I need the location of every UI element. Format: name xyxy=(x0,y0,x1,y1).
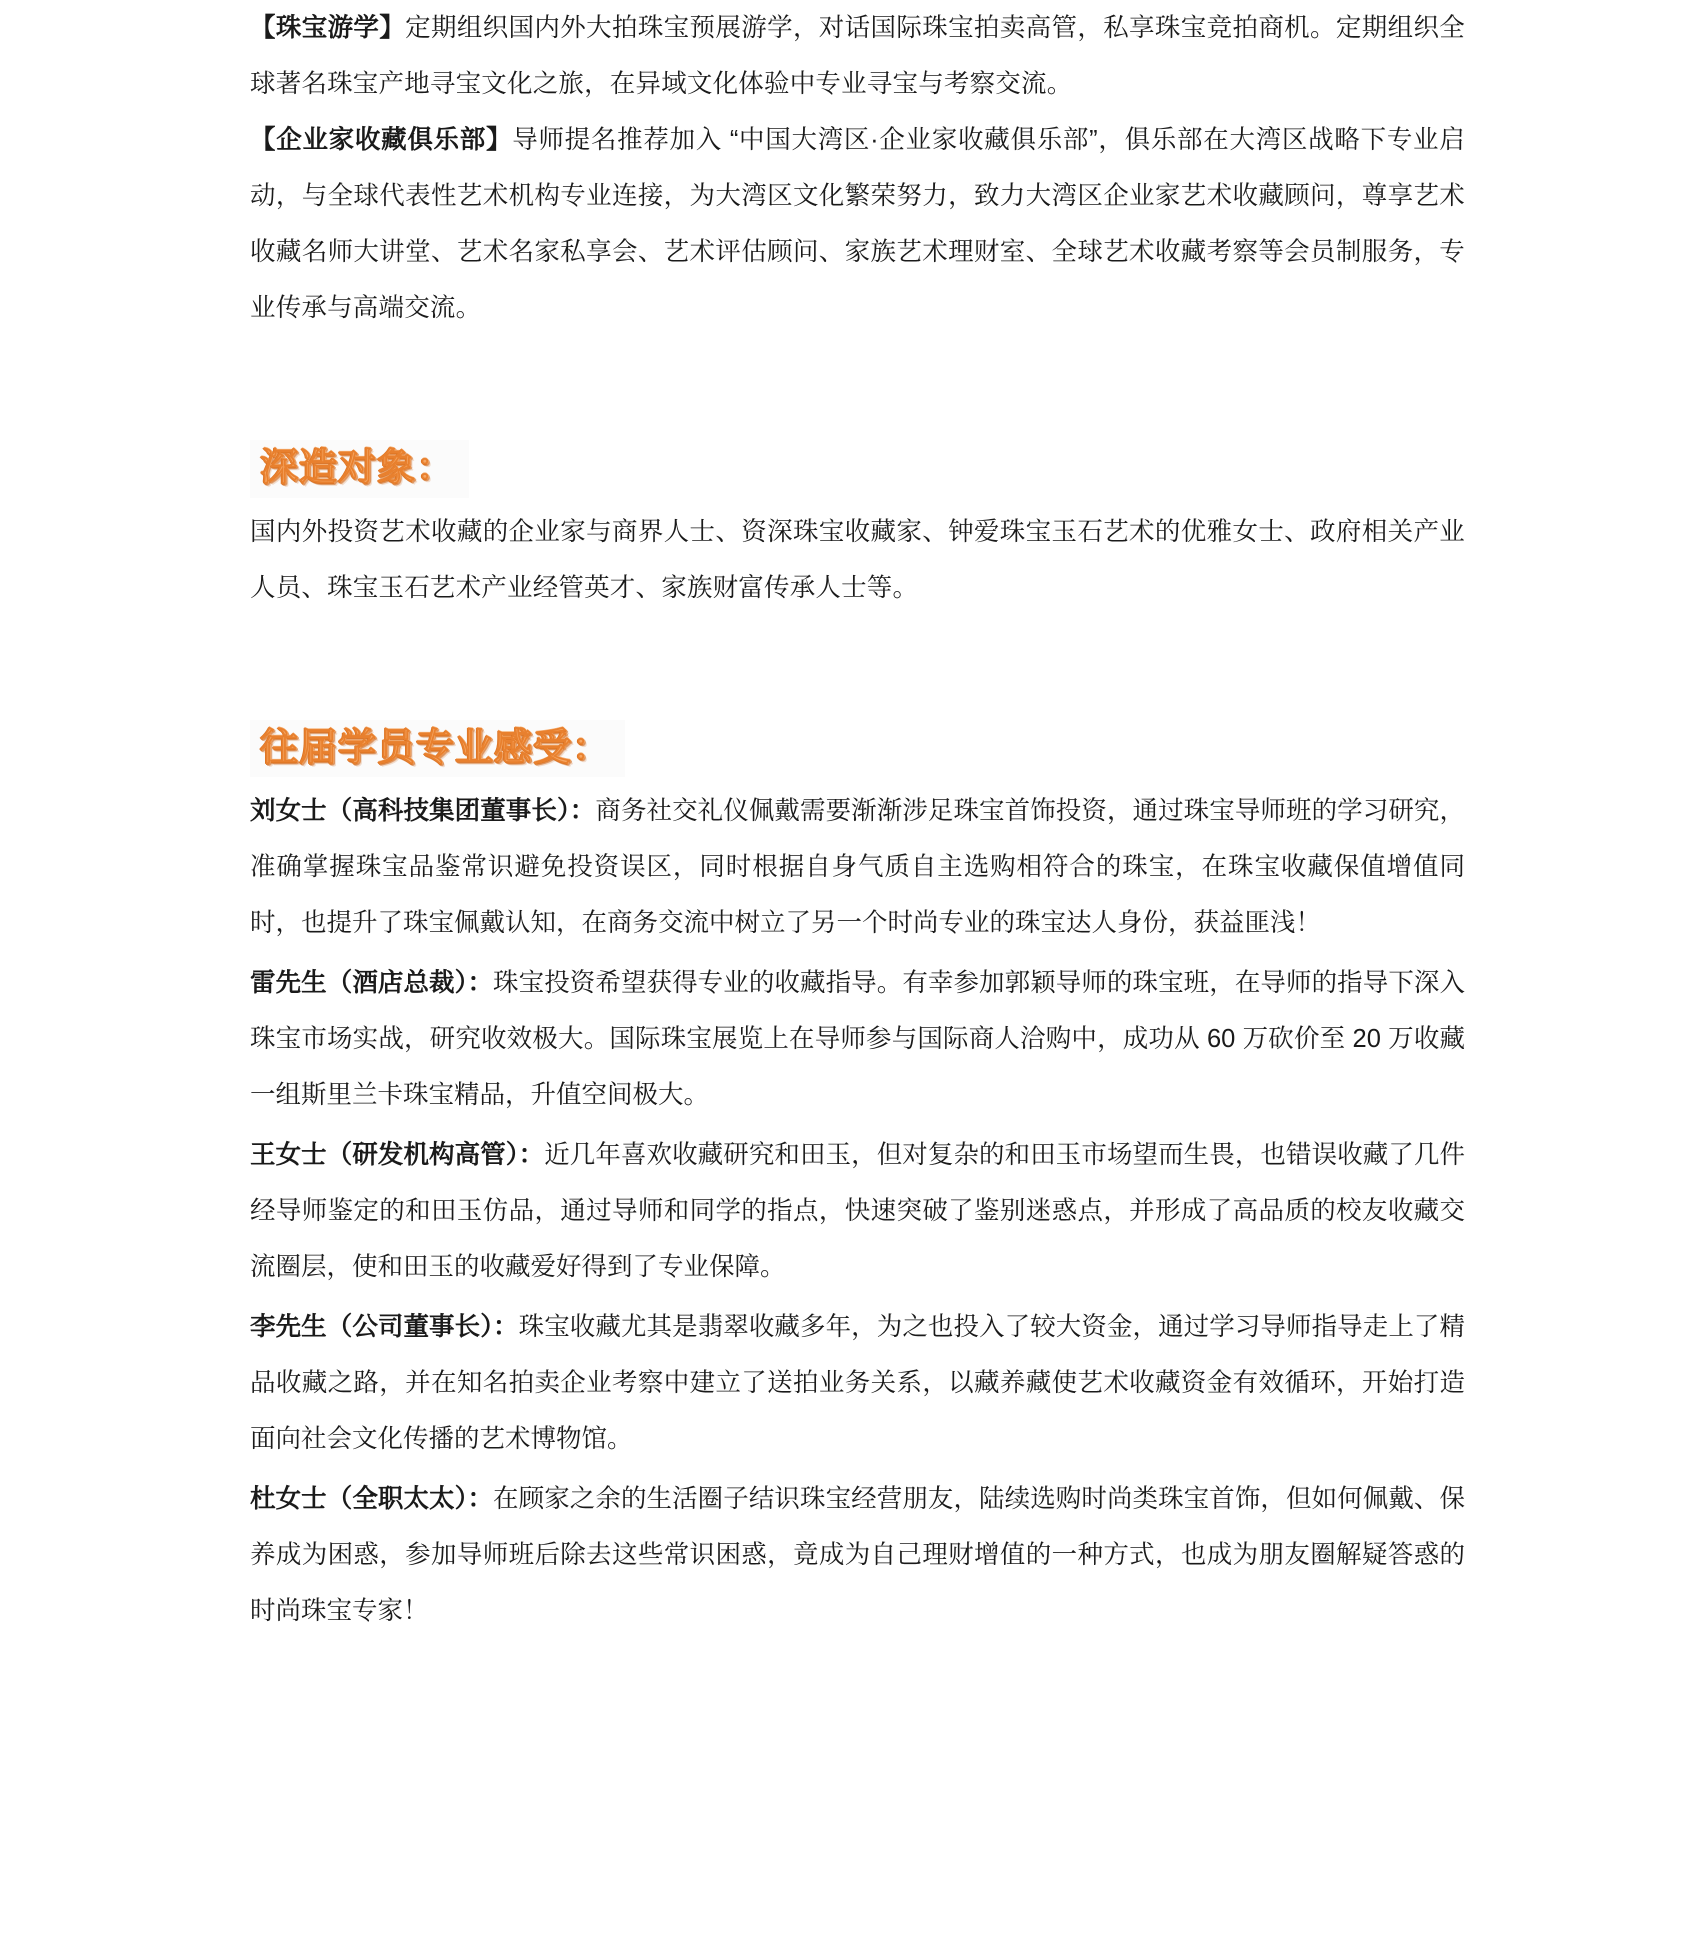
program-feature-body: 导师提名推荐加入 “中国大湾区·企业家收藏俱乐部”，俱乐部在大湾区战略下专业启动，与全球代表性艺术机构专业连接，为大湾区文化繁荣努力，致力大湾区企业家艺术收藏顾问，尊享艺术收藏名师大讲堂、艺术名家私享会、艺术评估顾问、家族艺术理财室、全球艺术收藏考察等会员制服务，专业传承与高端交流。 xyxy=(250,126,1465,322)
testimonial-author: 雷先生（酒店总裁）： xyxy=(250,969,494,998)
testimonial-item xyxy=(250,1127,1465,1295)
testimonials-heading-box xyxy=(250,720,625,778)
testimonial-item xyxy=(250,955,1465,1123)
section-spacer xyxy=(250,336,1465,440)
document-content xyxy=(250,0,1465,1639)
testimonial-item xyxy=(250,1299,1465,1467)
audience-body: 国内外投资艺术收藏的企业家与商界人士、资深珠宝收藏家、钟爱珠宝玉石艺术的优雅女士、政府相关产业人员、珠宝玉石艺术产业经管英才、家族财富传承人士等。 xyxy=(250,517,1465,602)
testimonial-body: 珠宝收藏尤其是翡翠收藏多年，为之也投入了较大资金，通过学习导师指导走上了精品收藏之路，并在知名拍卖企业考察中建立了送拍业务关系，以藏养藏使艺术收藏资金有效循环，开始打造面向社会文化传播的艺术博物馆。 xyxy=(250,1313,1465,1454)
testimonial-item xyxy=(250,1471,1465,1639)
testimonial-author: 刘女士（高科技集团董事长）： xyxy=(250,797,596,826)
testimonial-body: 在顾家之余的生活圈子结识珠宝经营朋友，陆续选购时尚类珠宝首饰，但如何佩戴、保养成为困惑，参加导师班后除去这些常识困惑，竟成为自己理财增值的一种方式，也成为朋友圈解疑答惑的时尚珠宝专家！ xyxy=(250,1485,1465,1626)
testimonial-item xyxy=(250,783,1465,951)
program-feature-lead: 【企业家收藏俱乐部】 xyxy=(250,126,513,154)
program-feature-lead: 【珠宝游学】 xyxy=(250,14,406,42)
audience-section xyxy=(250,440,1465,616)
program-feature-item xyxy=(250,0,1465,112)
testimonials-heading: 往届学员专业感受： xyxy=(260,724,612,769)
program-feature-body: 定期组织国内外大拍珠宝预展游学，对话国际珠宝拍卖高管，私享珠宝竞拍商机。定期组织全球著名珠宝产地寻宝文化之旅，在异域文化体验中专业寻宝与考察交流。 xyxy=(250,14,1466,98)
section-spacer xyxy=(250,616,1465,720)
testimonial-body: 珠宝投资希望获得专业的收藏指导。有幸参加郭颖导师的珠宝班，在导师的指导下深入珠宝市场实战，研究收效极大。国际珠宝展览上在导师参与国际商人洽购中，成功从 60 万砍价至 20 万收藏一组斯里兰卡珠宝精品，升值空间极大。 xyxy=(250,969,1465,1110)
testimonial-body: 商务社交礼仪佩戴需要渐渐涉足珠宝首饰投资，通过珠宝导师班的学习研究，准确掌握珠宝品鉴常识避免投资误区，同时根据自身气质自主选购相符合的珠宝，在珠宝收藏保值增值同时，也提升了珠宝佩戴认知，在商务交流中树立了另一个时尚专业的珠宝达人身份，获益匪浅！ xyxy=(250,797,1465,938)
testimonial-list xyxy=(250,783,1465,1639)
audience-heading: 深造对象： xyxy=(260,445,456,489)
testimonial-author: 杜女士（全职太太）： xyxy=(250,1485,494,1514)
testimonial-author: 李先生（公司董事长）： xyxy=(250,1313,519,1342)
audience-heading-box xyxy=(250,440,469,498)
testimonial-body: 近几年喜欢收藏研究和田玉，但对复杂的和田玉市场望而生畏，也错误收藏了几件经导师鉴定的和田玉仿品，通过导师和同学的指点，快速突破了鉴别迷惑点，并形成了高品质的校友收藏交流圈层，使和田玉的收藏爱好得到了专业保障。 xyxy=(250,1141,1465,1282)
testimonials-section xyxy=(250,720,1465,1640)
testimonial-author: 王女士（研发机构高管）： xyxy=(250,1141,545,1170)
program-feature-item xyxy=(250,112,1465,336)
program-features-section xyxy=(250,0,1465,336)
